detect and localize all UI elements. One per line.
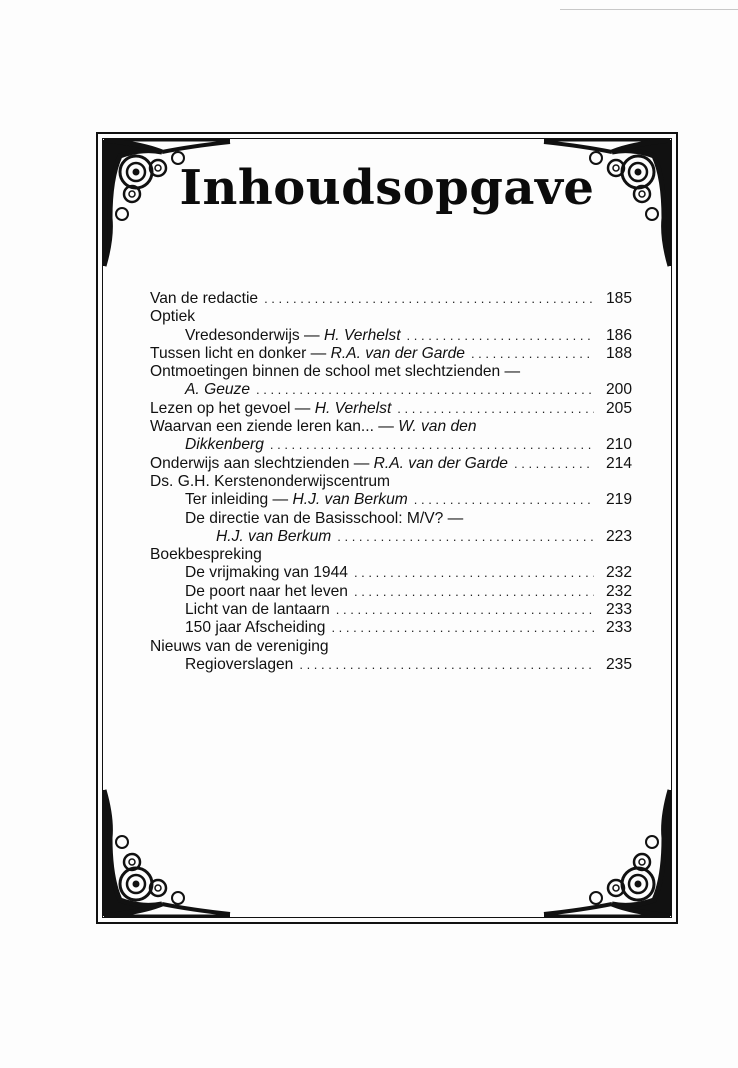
toc-leader-dots: [397, 400, 594, 418]
ornament-corner-bottom-right: [540, 786, 672, 918]
toc-entry: [150, 455, 508, 473]
toc-entry-author: H.J. van Berkum: [216, 527, 332, 545]
toc-row: [150, 400, 632, 418]
toc-row: [150, 363, 632, 381]
toc-row: [150, 345, 632, 363]
toc-row: [150, 546, 632, 564]
toc-page-number: 210: [605, 436, 632, 454]
ornament-corner-bottom-left: [102, 786, 234, 918]
scan-edge-line: [560, 9, 738, 10]
toc-entry-author: A. Geuze: [185, 381, 251, 399]
toc-row: [150, 491, 632, 509]
toc-entry-author: H.J. van Berkum: [292, 491, 408, 509]
toc-row: [150, 308, 632, 326]
toc-row: [150, 601, 632, 619]
toc-entry: [150, 345, 465, 363]
toc-row: [150, 327, 632, 345]
toc-leader-dots: [354, 583, 594, 601]
toc-page-number: 233: [605, 619, 632, 637]
toc-page-number: 235: [605, 655, 632, 673]
toc-entry: [216, 528, 331, 546]
toc-row: [150, 381, 632, 399]
toc-leader-dots: [354, 564, 594, 582]
toc-entry-title: Licht van de lantaarn: [185, 601, 330, 619]
toc-entry: [185, 436, 264, 454]
toc-row: [150, 436, 632, 454]
toc-row: [150, 656, 632, 674]
toc-entry-title: 150 jaar Afscheiding: [185, 619, 326, 637]
toc-leader-dots: [264, 290, 594, 308]
toc-entry-title: Waarvan een ziende leren kan... —: [150, 418, 399, 436]
toc-page-number: 188: [605, 344, 632, 362]
toc-entry-title: Onderwijs aan slechtzienden —: [150, 454, 374, 472]
toc-entry: [150, 546, 262, 564]
toc-leader-dots: [471, 345, 594, 363]
toc-leader-dots: [414, 491, 594, 509]
toc-page-number: 200: [605, 381, 632, 399]
toc-leader-dots: [336, 601, 594, 619]
toc-leader-dots: [256, 381, 594, 399]
toc-page-number: 219: [605, 491, 632, 509]
toc-row: [150, 638, 632, 656]
toc-entry-author: R.A. van der Garde: [373, 454, 508, 472]
toc-entry-title: Nieuws van de vereniging: [150, 637, 329, 655]
toc-entry: [185, 656, 293, 674]
toc-entry-title: De poort naar het leven: [185, 582, 348, 600]
page-title: Inhoudsopgave: [179, 160, 595, 216]
toc-entry-title: Ontmoetingen binnen de school met slechtzienden —: [150, 363, 521, 381]
toc-row: [150, 564, 632, 582]
toc-row: [150, 619, 632, 637]
toc-entry-author: H. Verhelst: [323, 326, 401, 344]
toc-entry-title: Ds. G.H. Kerstenonderwijscentrum: [150, 472, 391, 490]
toc-entry: [185, 564, 348, 582]
toc-entry: [185, 327, 401, 345]
toc-entry-title: De directie van de Basisschool: M/V? —: [185, 509, 464, 527]
toc-entry: [185, 381, 250, 399]
toc-page-number: 232: [605, 582, 632, 600]
toc-entry-author: Dikkenberg: [185, 436, 264, 454]
toc-page-number: 232: [605, 564, 632, 582]
toc-leader-dots: [270, 436, 594, 454]
toc-page-number: 186: [605, 326, 632, 344]
toc-row: [150, 473, 632, 491]
toc-entry-title: Regioverslagen: [185, 655, 294, 673]
toc-entry-title: Van de redactie: [150, 290, 259, 307]
toc-entry-author: W. van den: [398, 418, 477, 436]
toc-entry: [185, 619, 325, 637]
toc-row: [150, 455, 632, 473]
toc-entry-title: Vredesonderwijs —: [185, 326, 324, 344]
toc-entry: [150, 400, 391, 418]
toc-row: [150, 528, 632, 546]
toc-entry: [185, 601, 330, 619]
toc-entry: [150, 363, 520, 381]
toc-entry: [150, 638, 329, 656]
toc-leader-dots: [514, 455, 594, 473]
toc-entry-title: Ter inleiding —: [185, 491, 293, 509]
toc-entry: [150, 473, 390, 491]
toc-entry: [150, 290, 258, 308]
toc-row: [150, 290, 632, 308]
toc-page-number: 205: [605, 399, 632, 417]
toc-row: [150, 583, 632, 601]
toc-entry: [150, 308, 195, 326]
toc-leader-dots: [407, 327, 594, 345]
toc-entry-author: H. Verhelst: [314, 399, 392, 417]
toc-leader-dots: [337, 528, 594, 546]
toc-leader-dots: [299, 656, 594, 674]
toc-entry-title: Boekbespreking: [150, 546, 262, 564]
toc-entry-author: R.A. van der Garde: [330, 344, 465, 362]
toc-page-number: 214: [605, 454, 632, 472]
toc-entry-title: Optiek: [150, 308, 196, 326]
toc-page-number: 223: [605, 527, 632, 545]
page-frame: [96, 132, 678, 924]
toc-page-number: 233: [605, 601, 632, 619]
table-of-contents: [150, 290, 632, 674]
toc-row: [150, 510, 632, 528]
toc-entry-title: De vrijmaking van 1944: [185, 564, 348, 582]
toc-entry: [150, 418, 477, 436]
toc-entry-title: Tussen licht en donker —: [150, 344, 331, 362]
toc-entry: [185, 510, 463, 528]
toc-row: [150, 418, 632, 436]
toc-entry: [185, 491, 408, 509]
toc-leader-dots: [331, 619, 594, 637]
toc-page-number: 185: [605, 290, 632, 307]
toc-entry: [185, 583, 348, 601]
toc-entry-title: Lezen op het gevoel —: [150, 399, 315, 417]
